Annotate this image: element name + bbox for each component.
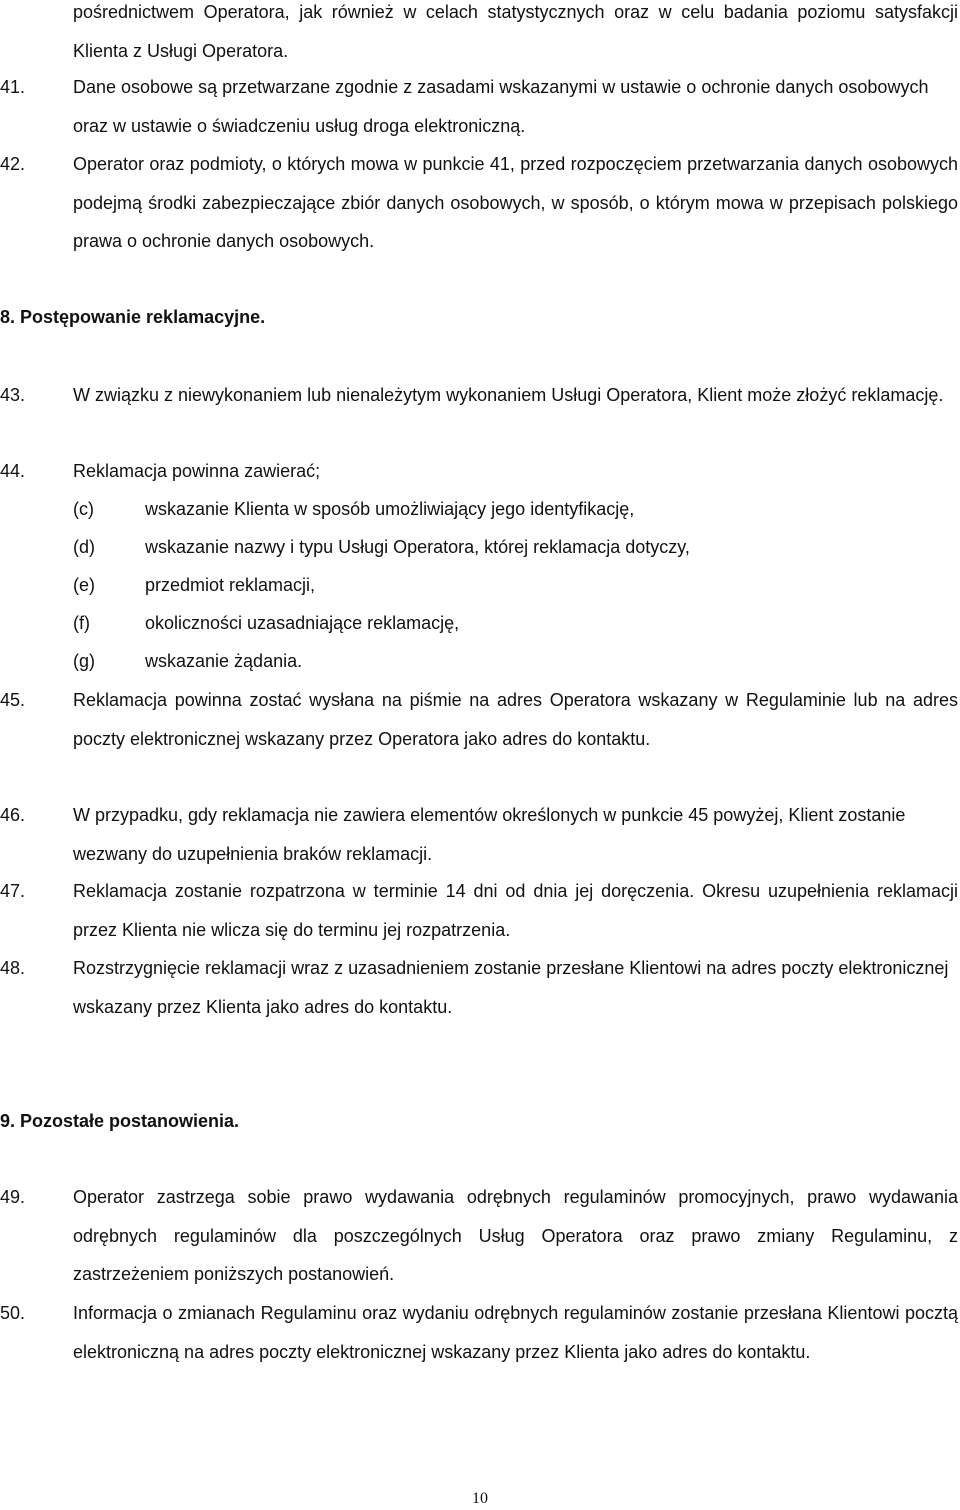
- list-item-g: [73, 642, 958, 681]
- paragraph-43: [0, 376, 958, 415]
- paragraph-41: [0, 68, 958, 145]
- list-item-c: [73, 490, 958, 529]
- paragraph-text: Reklamacja zostanie rozpatrzona w terminie 14 dni od dnia jej doręczenia. Okresu uzupełnienia reklamacji przez Klienta nie wlicza się do terminu jej rozpatrzenia.: [73, 881, 958, 940]
- list-item-text: wskazanie nazwy i typu Usługi Operatora, której reklamacja dotyczy,: [145, 537, 690, 557]
- paragraph-text: Informacja o zmianach Regulaminu oraz wydaniu odrębnych regulaminów zostanie przesłana Klientowi pocztą elektroniczną na adres poczty elektronicznej wskazany przez Klienta jako adres do kontaktu.: [73, 1303, 958, 1362]
- list-item-text: wskazanie żądania.: [145, 651, 303, 671]
- paragraph-number: 48.: [0, 958, 26, 978]
- paragraph-text: W związku z niewykonaniem lub nienależytym wykonaniem Usługi Operatora, Klient może złożyć reklamację.: [73, 385, 944, 405]
- paragraph-46: [0, 796, 958, 873]
- paragraph-text: Reklamacja powinna zawierać;: [73, 461, 321, 481]
- page-number: 10: [472, 1490, 488, 1507]
- list-item-text: przedmiot reklamacji,: [145, 575, 316, 595]
- list-item-label: (c): [73, 499, 94, 519]
- list-item-label: (e): [73, 575, 95, 595]
- paragraph-text: Operator oraz podmioty, o których mowa w punkcie 41, przed rozpoczęciem przetwarzania danych osobowych podejmą środki zabezpieczające zbiór danych osobowych, w sposób, o którym mowa w przepisach polskiego prawa o ochronie danych osobowych.: [73, 154, 958, 251]
- continued-paragraph: pośrednictwem Operatora, jak również w celach statystycznych oraz w celu badania poziomu satysfakcji Klienta z Usługi Operatora.: [73, 2, 958, 61]
- paragraph-text: Dane osobowe są przetwarzane zgodnie z zasadami wskazanymi w ustawie o ochronie danych osobowych oraz w ustawie o świadczeniu usług droga elektroniczną.: [73, 77, 929, 136]
- list-item-e: [73, 566, 958, 605]
- paragraph-number: 46.: [0, 805, 26, 825]
- paragraph-text: Operator zastrzega sobie prawo wydawania odrębnych regulaminów promocyjnych, prawo wydawania odrębnych regulaminów dla poszczególnych Usług Operatora oraz prawo zmiany Regulaminu, z zastrzeżeniem poniższych postanowień.: [73, 1187, 958, 1284]
- list-item-label: (d): [73, 537, 95, 557]
- paragraph-44: [0, 452, 958, 491]
- list-item-label: (g): [73, 651, 95, 671]
- paragraph-text: Rozstrzygnięcie reklamacji wraz z uzasadnieniem zostanie przesłane Klientowi na adres poczty elektronicznej wskazany przez Klienta jako adres do kontaktu.: [73, 958, 949, 1017]
- paragraph-42: [0, 145, 958, 261]
- paragraph-49: [0, 1178, 958, 1294]
- paragraph-number: 42.: [0, 154, 26, 174]
- paragraph-50: [0, 1294, 958, 1371]
- list-item-label: (f): [73, 613, 90, 633]
- list-item-text: okoliczności uzasadniające reklamację,: [145, 613, 460, 633]
- paragraph-text: Reklamacja powinna zostać wysłana na piśmie na adres Operatora wskazany w Regulaminie lub na adres poczty elektronicznej wskazany przez Operatora jako adres do kontaktu.: [73, 690, 958, 749]
- list-item-f: [73, 604, 958, 643]
- paragraph-number: 41.: [0, 77, 26, 97]
- list-item-text: wskazanie Klienta w sposób umożliwiający jego identyfikację,: [145, 499, 635, 519]
- paragraph-45: [0, 681, 958, 758]
- paragraph-47: [0, 872, 958, 949]
- paragraph-text: W przypadku, gdy reklamacja nie zawiera elementów określonych w punkcie 45 powyżej, Klient zostanie wezwany do uzupełnienia braków reklamacji.: [73, 805, 906, 864]
- section-heading-9: 9. Pozostałe postanowienia.: [0, 1111, 240, 1131]
- paragraph-48: [0, 949, 958, 1026]
- paragraph-number: 47.: [0, 881, 26, 901]
- paragraph-number: 50.: [0, 1303, 26, 1323]
- paragraph-number: 43.: [0, 385, 26, 405]
- paragraph-number: 44.: [0, 461, 26, 481]
- paragraph-number: 45.: [0, 690, 26, 710]
- list-item-d: [73, 528, 958, 567]
- paragraph-number: 49.: [0, 1187, 26, 1207]
- section-heading-8: 8. Postępowanie reklamacyjne.: [0, 307, 266, 327]
